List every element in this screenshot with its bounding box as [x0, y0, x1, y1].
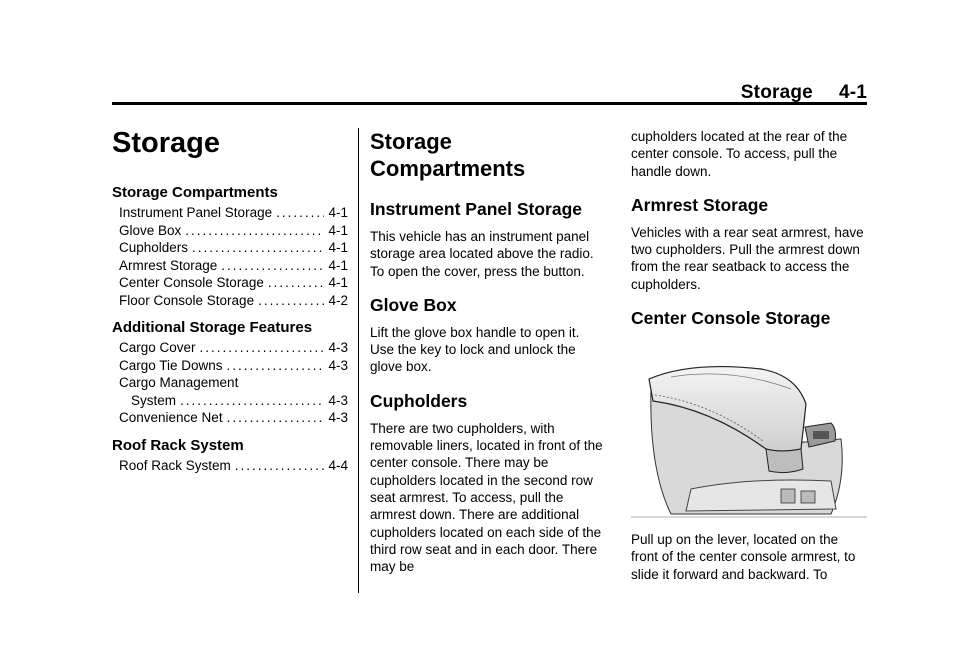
header-section: Storage: [740, 82, 813, 103]
toc-entry-label: Cargo Tie Downs: [119, 357, 223, 373]
section-title-line: Storage: [370, 129, 452, 154]
toc-entry-label: Roof Rack System: [119, 457, 231, 473]
paragraph: This vehicle has an instrument panel storage area located above the radio. To open the cover, press the button.: [370, 229, 594, 279]
toc-heading[interactable]: Roof Rack System: [112, 436, 244, 454]
header-page-number: 4-1: [838, 82, 867, 103]
toc-entry-page: 4-1: [328, 205, 348, 220]
section-title: [370, 128, 606, 182]
subsection-heading: Center Console Storage: [631, 308, 831, 329]
toc-entry-label: Glove Box: [119, 222, 182, 238]
toc-leader: [185, 222, 324, 240]
toc-entry-label: Instrument Panel Storage: [119, 205, 273, 220]
toc-entry-page: 4-3: [328, 357, 348, 373]
paragraph: Pull up on the lever, located on the front of the center console armrest, to slide it forward and backward. To: [631, 532, 856, 582]
subsection-heading: Instrument Panel Storage: [370, 199, 582, 219]
paragraph: Lift the glove box handle to open it. Use the key to lock and unlock the glove box.: [370, 324, 580, 375]
toc-entry-label: Armrest Storage: [119, 257, 218, 273]
toc-entry-label: System: [131, 392, 177, 408]
toc-entry[interactable]: [112, 257, 348, 275]
toc-leader: [268, 274, 325, 292]
subsection-heading: Cupholders: [370, 390, 468, 411]
subsection-heading: Armrest Storage: [631, 194, 769, 215]
paragraph: There are two cupholders, with removable liners, located in front of the center console. There may be cupholders located in the second row seat armrest. To access, pull the armrest down. There are additional cupholders located on each side of the third row seat and in each door. There may be: [370, 420, 603, 575]
toc-entry[interactable]: [112, 457, 348, 475]
toc-entry-page: 4-1: [328, 275, 348, 290]
toc-entry-label: Cargo Management: [119, 375, 239, 390]
toc-column: [112, 128, 348, 484]
toc-entry-label: Cupholders: [119, 240, 189, 255]
paragraph: cupholders located at the rear of the center console. To access, pull the handle down.: [631, 129, 848, 179]
chapter-title: Storage: [112, 127, 220, 159]
toc-entry-page: 4-3: [328, 410, 348, 425]
toc-leader: [227, 409, 325, 427]
toc-entry[interactable]: [112, 339, 348, 357]
toc-entry[interactable]: [112, 357, 348, 375]
toc-entry[interactable]: [112, 222, 348, 240]
header-text: [741, 82, 867, 104]
paragraph: Vehicles with a rear seat armrest, have two cupholders. Pull the armrest down from the rear seatback to access the cupholders.: [631, 224, 864, 292]
toc-entry-label: Center Console Storage: [119, 275, 264, 290]
subsection-heading: Glove Box: [370, 294, 457, 315]
section-title-line: Compartments: [370, 156, 526, 181]
toc-leader: [235, 457, 325, 475]
toc-heading[interactable]: Storage Compartments: [112, 184, 278, 201]
toc-entry-page: 4-3: [328, 392, 348, 408]
toc-entry-page: 4-1: [328, 257, 348, 273]
toc-entry-page: 4-4: [328, 457, 348, 473]
center-console-illustration: [631, 349, 867, 519]
toc-leader: [180, 392, 324, 410]
toc-list: [112, 457, 348, 475]
toc-list: [112, 339, 348, 427]
toc-entry[interactable]: [112, 239, 348, 257]
content-column-3: [631, 128, 867, 583]
toc-leader: [192, 239, 324, 257]
toc-leader: [200, 339, 325, 357]
toc-leader: [258, 292, 324, 310]
content-column-2: [370, 128, 606, 575]
toc-entry[interactable]: [112, 374, 348, 392]
toc-entry-label: Floor Console Storage: [119, 292, 255, 308]
column-divider: [358, 128, 359, 593]
toc-leader: [276, 204, 324, 222]
toc-list: [112, 204, 348, 309]
toc-entry-label: Cargo Cover: [119, 340, 196, 355]
toc-entry[interactable]: [112, 409, 348, 427]
page-header: [112, 72, 867, 105]
toc-entry[interactable]: [112, 292, 348, 310]
toc-entry-page: 4-1: [328, 240, 348, 255]
toc-entry[interactable]: [112, 274, 348, 292]
toc-entry-page: 4-1: [328, 222, 348, 238]
toc-entry-label: Convenience Net: [119, 410, 223, 425]
toc-entry[interactable]: [112, 204, 348, 222]
toc-leader: [227, 357, 325, 375]
toc-leader: [221, 257, 324, 275]
toc-entry-page: 4-2: [328, 292, 348, 308]
toc-entry-continued[interactable]: [112, 392, 348, 410]
toc-heading[interactable]: Additional Storage Features: [112, 319, 313, 336]
toc-entry-page: 4-3: [328, 340, 348, 355]
